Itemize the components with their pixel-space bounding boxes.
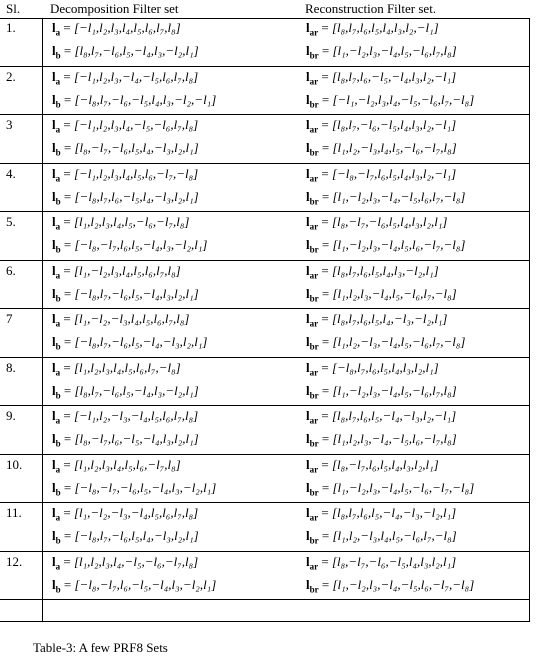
filter-subscript: a bbox=[55, 318, 61, 329]
equals-sign: = bbox=[60, 479, 75, 495]
filter-subscript: ar bbox=[309, 415, 319, 426]
filter-coefficients: [l₁,l₂,l₃,−l₄,−l₅,l₆,−l₇,l₈] bbox=[332, 431, 457, 446]
filter-symbol: l bbox=[52, 479, 56, 495]
recon-a-formula bbox=[306, 554, 456, 572]
equals-sign: = bbox=[318, 68, 332, 84]
table-right-border bbox=[529, 18, 530, 621]
row-number: 5. bbox=[6, 214, 16, 229]
filter-table bbox=[0, 18, 530, 622]
filter-coefficients: [l₁,l₂,l₃,l₄,l₅,l₆,l₇,−l₈] bbox=[73, 359, 181, 375]
equals-sign: = bbox=[318, 431, 333, 446]
decomp-a-formula bbox=[52, 214, 189, 232]
filter-symbol: l bbox=[52, 165, 56, 181]
equals-sign: = bbox=[60, 165, 74, 181]
decomp-a-formula bbox=[52, 505, 198, 523]
filter-symbol: l bbox=[52, 91, 56, 107]
recon-b-formula bbox=[306, 286, 457, 304]
filter-coefficients: [l₈,l₇,l₆,l₅,−l₄,−l₃,l₂,−l₁] bbox=[331, 408, 457, 423]
table-row bbox=[0, 455, 530, 504]
header-decomposition: Decomposition Filter set bbox=[50, 1, 179, 16]
filter-subscript: b bbox=[55, 438, 61, 449]
filter-symbol: l bbox=[306, 479, 310, 495]
equals-sign: = bbox=[60, 359, 74, 375]
filter-symbol: l bbox=[306, 43, 310, 58]
table-row bbox=[0, 552, 530, 601]
filter-subscript: ar bbox=[309, 561, 319, 572]
filter-coefficients: [l₈,−l₇,−l₆,l₅,l₄,−l₃,l₂,l₁] bbox=[74, 140, 199, 155]
filter-symbol: l bbox=[306, 431, 310, 446]
filter-subscript: a bbox=[55, 561, 61, 572]
filter-subscript: a bbox=[55, 367, 61, 378]
filter-subscript: ar bbox=[309, 27, 319, 38]
filter-symbol: l bbox=[306, 408, 310, 423]
filter-subscript: ar bbox=[309, 318, 319, 329]
filter-coefficients: [−l₈,l₇,l₆,l₅,l₄,l₃,l₂,l₁] bbox=[331, 359, 439, 375]
filter-symbol: l bbox=[52, 576, 56, 592]
filter-subscript: a bbox=[55, 124, 61, 135]
filter-coefficients: [−l₁,l₂,l₃,l₄,−l₅,−l₆,l₇,l₈] bbox=[73, 117, 199, 132]
table-row bbox=[0, 309, 530, 358]
row-number: 11. bbox=[6, 505, 22, 520]
table-caption: Table-3: A few PRF8 Sets bbox=[33, 640, 168, 655]
filter-symbol: l bbox=[52, 43, 56, 58]
equals-sign: = bbox=[318, 214, 332, 229]
table-column-divider bbox=[42, 18, 43, 621]
decomp-b-formula bbox=[52, 528, 199, 546]
decomp-b-formula bbox=[52, 189, 199, 207]
equals-sign: = bbox=[318, 528, 333, 543]
filter-subscript: b bbox=[55, 390, 61, 401]
recon-b-formula bbox=[306, 528, 457, 546]
row-number: 4. bbox=[6, 165, 16, 181]
recon-b-formula bbox=[306, 480, 474, 498]
filter-subscript: br bbox=[309, 50, 319, 61]
equals-sign: = bbox=[318, 237, 333, 252]
equals-sign: = bbox=[60, 188, 75, 204]
equals-sign: = bbox=[60, 456, 74, 472]
filter-symbol: l bbox=[52, 553, 56, 569]
decomp-a-formula bbox=[52, 554, 198, 572]
filter-symbol: l bbox=[306, 117, 310, 132]
filter-coefficients: [l₈,l₇,l₆,−l₅,−l₄,l₃,l₂,−l₁] bbox=[331, 68, 457, 84]
decomp-b-formula bbox=[52, 92, 216, 110]
decomp-b-formula bbox=[52, 286, 199, 304]
filter-coefficients: [−l₁,l₂,−l₃,−l₄,l₅,l₆,l₇,l₈] bbox=[73, 408, 199, 423]
equals-sign: = bbox=[60, 117, 74, 132]
decomp-a-formula bbox=[52, 263, 181, 281]
decomp-a-formula bbox=[52, 457, 181, 475]
recon-a-formula bbox=[306, 214, 447, 232]
filter-coefficients: [−l₁,−l₂,l₃,l₄,−l₅,−l₆,l₇,−l₈] bbox=[332, 91, 475, 107]
filter-subscript: b bbox=[55, 341, 61, 352]
filter-symbol: l bbox=[306, 334, 310, 349]
filter-subscript: br bbox=[309, 535, 319, 546]
decomp-b-formula bbox=[52, 140, 199, 158]
filter-subscript: a bbox=[55, 173, 61, 184]
filter-coefficients: [−l₈,−l₇,l₆,l₅,−l₄,l₃,−l₂,l₁] bbox=[74, 237, 208, 252]
filter-subscript: br bbox=[309, 438, 319, 449]
filter-subscript: a bbox=[55, 27, 61, 38]
filter-subscript: ar bbox=[309, 464, 319, 475]
filter-subscript: br bbox=[309, 341, 319, 352]
recon-a-formula bbox=[306, 311, 447, 329]
decomp-b-formula bbox=[52, 383, 199, 401]
filter-subscript: b bbox=[55, 535, 61, 546]
filter-symbol: l bbox=[52, 214, 56, 229]
decomp-b-formula bbox=[52, 577, 216, 595]
equals-sign: = bbox=[60, 382, 75, 398]
row-number: 7 bbox=[6, 311, 13, 326]
equals-sign: = bbox=[60, 576, 75, 592]
filter-subscript: b bbox=[55, 244, 61, 255]
decomp-b-formula bbox=[52, 480, 216, 498]
equals-sign: = bbox=[60, 262, 74, 278]
filter-subscript: a bbox=[55, 464, 61, 475]
filter-symbol: l bbox=[306, 382, 310, 398]
equals-sign: = bbox=[60, 91, 75, 107]
filter-coefficients: [l₁,l₂,−l₃,−l₄,l₅,−l₆,l₇,−l₈] bbox=[332, 334, 466, 349]
filter-symbol: l bbox=[306, 553, 310, 569]
equals-sign: = bbox=[318, 382, 333, 398]
recon-a-formula bbox=[306, 408, 456, 426]
equals-sign: = bbox=[318, 262, 332, 278]
filter-symbol: l bbox=[52, 140, 56, 155]
filter-coefficients: [−l₈,−l₇,l₆,−l₅,−l₄,l₃,−l₂,l₁] bbox=[74, 576, 217, 592]
filter-symbol: l bbox=[306, 214, 310, 229]
filter-subscript: b bbox=[55, 50, 61, 61]
filter-symbol: l bbox=[306, 359, 310, 375]
filter-symbol: l bbox=[52, 237, 56, 252]
filter-subscript: b bbox=[55, 584, 61, 595]
header-sl: Sl. bbox=[6, 1, 21, 16]
row-number: 9. bbox=[6, 408, 16, 423]
filter-symbol: l bbox=[52, 285, 56, 301]
recon-b-formula bbox=[306, 577, 474, 595]
equals-sign: = bbox=[60, 408, 74, 423]
recon-b-formula bbox=[306, 43, 457, 61]
equals-sign: = bbox=[318, 334, 333, 349]
equals-sign: = bbox=[318, 188, 333, 204]
row-number: 12. bbox=[6, 553, 23, 569]
recon-b-formula bbox=[306, 431, 457, 449]
filter-coefficients: [−l₈,−l₇,l₆,l₅,l₄,l₃,l₂,−l₁] bbox=[331, 165, 457, 181]
filter-subscript: br bbox=[309, 584, 319, 595]
filter-symbol: l bbox=[306, 262, 310, 278]
filter-coefficients: [l₈,l₇,−l₆,−l₅,l₄,l₃,l₂,−l₁] bbox=[331, 117, 457, 132]
filter-subscript: b bbox=[55, 487, 61, 498]
filter-subscript: ar bbox=[309, 367, 319, 378]
equals-sign: = bbox=[60, 140, 75, 155]
decomp-a-formula bbox=[52, 166, 198, 184]
filter-subscript: br bbox=[309, 244, 319, 255]
decomp-a-formula bbox=[52, 408, 198, 426]
filter-coefficients: [l₈,l₇,l₆,l₅,l₄,l₃,l₂,−l₁] bbox=[331, 20, 439, 35]
filter-coefficients: [l₁,l₂,l₃,l₄,−l₅,−l₆,−l₇,l₈] bbox=[73, 553, 199, 569]
equals-sign: = bbox=[318, 505, 332, 520]
recon-b-formula bbox=[306, 237, 465, 255]
filter-subscript: b bbox=[55, 196, 61, 207]
filter-coefficients: [l₁,−l₂,l₃,−l₄,l₅,l₆,−l₇,−l₈] bbox=[332, 237, 466, 252]
equals-sign: = bbox=[318, 408, 332, 423]
decomp-a-formula bbox=[52, 360, 181, 378]
filter-coefficients: [l₈,−l₇,l₆,−l₅,−l₄,l₃,l₂,l₁] bbox=[74, 431, 199, 446]
table-row bbox=[0, 67, 530, 116]
table-row bbox=[0, 115, 530, 164]
filter-coefficients: [l₁,l₂,−l₃,l₄,l₅,−l₆,l₇,−l₈] bbox=[332, 528, 457, 543]
filter-coefficients: [l₈,l₇,−l₆,l₅,−l₄,l₃,−l₂,l₁] bbox=[74, 382, 199, 398]
filter-subscript: br bbox=[309, 99, 319, 110]
filter-symbol: l bbox=[52, 505, 56, 520]
recon-a-formula bbox=[306, 505, 456, 523]
recon-a-formula bbox=[306, 360, 439, 378]
filter-subscript: a bbox=[55, 76, 61, 87]
filter-symbol: l bbox=[306, 20, 310, 35]
filter-subscript: b bbox=[55, 293, 61, 304]
decomp-b-formula bbox=[52, 237, 208, 255]
filter-symbol: l bbox=[52, 528, 56, 543]
table-row bbox=[0, 503, 530, 552]
filter-subscript: br bbox=[309, 196, 319, 207]
filter-symbol: l bbox=[52, 456, 56, 472]
equals-sign: = bbox=[318, 117, 332, 132]
filter-symbol: l bbox=[306, 91, 310, 107]
filter-subscript: a bbox=[55, 221, 61, 232]
equals-sign: = bbox=[60, 20, 74, 35]
filter-coefficients: [l₁,−l₂,−l₃,l₄,l₅,l₆,l₇,l₈] bbox=[73, 311, 190, 326]
filter-subscript: a bbox=[55, 270, 61, 281]
filter-coefficients: [l₁,−l₂,l₃,−l₄,l₅,−l₆,l₇,l₈] bbox=[332, 43, 457, 58]
filter-coefficients: [l₁,l₂,l₃,l₄,l₅,l₆,−l₇,l₈] bbox=[73, 456, 181, 472]
recon-a-formula bbox=[306, 20, 439, 38]
filter-subscript: ar bbox=[309, 124, 319, 135]
decomp-a-formula bbox=[52, 20, 181, 38]
filter-coefficients: [l₈,l₇,−l₆,l₅,−l₄,l₃,−l₂,l₁] bbox=[74, 43, 199, 58]
equals-sign: = bbox=[318, 165, 332, 181]
equals-sign: = bbox=[318, 311, 332, 326]
equals-sign: = bbox=[318, 91, 333, 107]
equals-sign: = bbox=[60, 214, 74, 229]
decomp-a-formula bbox=[52, 117, 198, 135]
equals-sign: = bbox=[60, 43, 75, 58]
row-number: 2. bbox=[6, 68, 16, 84]
equals-sign: = bbox=[60, 311, 74, 326]
decomp-a-formula bbox=[52, 311, 189, 329]
recon-b-formula bbox=[306, 140, 457, 158]
filter-coefficients: [l₁,−l₂,l₃,−l₄,−l₅,l₆,−l₇,−l₈] bbox=[332, 576, 475, 592]
filter-coefficients: [l₈,l₇,l₆,l₅,−l₄,−l₃,−l₂,l₁] bbox=[331, 505, 457, 520]
equals-sign: = bbox=[60, 431, 75, 446]
decomp-a-formula bbox=[52, 69, 198, 87]
recon-b-formula bbox=[306, 334, 465, 352]
table-row bbox=[0, 406, 530, 455]
filter-symbol: l bbox=[52, 408, 56, 423]
filter-subscript: b bbox=[55, 99, 61, 110]
row-number: 3 bbox=[6, 117, 13, 132]
filter-coefficients: [l₁,l₂,−l₃,l₄,l₅,−l₆,−l₇,l₈] bbox=[332, 140, 457, 155]
row-separator bbox=[0, 599, 530, 600]
equals-sign: = bbox=[60, 334, 75, 349]
filter-symbol: l bbox=[306, 68, 310, 84]
equals-sign: = bbox=[60, 505, 74, 520]
filter-symbol: l bbox=[306, 285, 310, 301]
filter-coefficients: [l₁,−l₂,l₃,−l₄,−l₅,l₆,l₇,−l₈] bbox=[332, 188, 466, 204]
filter-symbol: l bbox=[306, 165, 310, 181]
header-reconstruction: Reconstruction Filter set. bbox=[305, 1, 437, 16]
filter-coefficients: [l₈,l₇,l₆,l₅,l₄,l₃,−l₂,l₁] bbox=[331, 262, 439, 278]
filter-coefficients: [−l₈,l₇,l₆,−l₅,l₄,−l₃,l₂,l₁] bbox=[74, 188, 199, 204]
filter-coefficients: [l₁,−l₂,l₃,−l₄,l₅,−l₆,−l₇,−l₈] bbox=[332, 479, 475, 495]
filter-coefficients: [l₁,l₂,l₃,l₄,l₅,−l₆,−l₇,l₈] bbox=[73, 214, 190, 229]
filter-symbol: l bbox=[52, 117, 56, 132]
filter-coefficients: [l₈,−l₇,l₆,l₅,l₄,l₃,l₂,l₁] bbox=[331, 456, 439, 472]
filter-symbol: l bbox=[52, 359, 56, 375]
filter-subscript: ar bbox=[309, 221, 319, 232]
filter-subscript: br bbox=[309, 293, 319, 304]
filter-coefficients: [−l₈,−l₇,−l₆,l₅,−l₄,l₃,−l₂,l₁] bbox=[74, 479, 217, 495]
filter-symbol: l bbox=[52, 431, 56, 446]
filter-symbol: l bbox=[306, 576, 310, 592]
table-row bbox=[0, 261, 530, 310]
table-row bbox=[0, 212, 530, 261]
filter-coefficients: [−l₈,l₇,−l₆,l₅,l₄,−l₃,l₂,l₁] bbox=[74, 528, 199, 543]
filter-symbol: l bbox=[52, 262, 56, 278]
filter-symbol: l bbox=[52, 68, 56, 84]
filter-symbol: l bbox=[52, 188, 56, 204]
filter-symbol: l bbox=[306, 237, 310, 252]
equals-sign: = bbox=[318, 140, 333, 155]
recon-b-formula bbox=[306, 189, 465, 207]
filter-subscript: ar bbox=[309, 512, 319, 523]
filter-symbol: l bbox=[306, 505, 310, 520]
filter-coefficients: [−l₈,l₇,−l₆,l₅,−l₄,−l₃,l₂,l₁] bbox=[74, 334, 208, 349]
equals-sign: = bbox=[318, 479, 333, 495]
table-row bbox=[0, 358, 530, 407]
filter-symbol: l bbox=[306, 140, 310, 155]
decomp-b-formula bbox=[52, 431, 199, 449]
recon-a-formula bbox=[306, 117, 456, 135]
filter-coefficients: [l₈,−l₇,−l₆,−l₅,l₄,l₃,l₂,l₁] bbox=[331, 553, 457, 569]
equals-sign: = bbox=[60, 285, 75, 301]
filter-subscript: a bbox=[55, 415, 61, 426]
equals-sign: = bbox=[318, 576, 333, 592]
recon-a-formula bbox=[306, 457, 439, 475]
filter-coefficients: [l₈,−l₇,−l₆,l₅,l₄,l₃,l₂,l₁] bbox=[331, 214, 448, 229]
filter-subscript: br bbox=[309, 147, 319, 158]
equals-sign: = bbox=[318, 285, 333, 301]
decomp-b-formula bbox=[52, 43, 199, 61]
filter-coefficients: [−l₁,l₂,l₃,−l₄,−l₅,l₆,l₇,l₈] bbox=[73, 68, 199, 84]
recon-a-formula bbox=[306, 69, 456, 87]
filter-coefficients: [−l₁,l₂,l₃,l₄,l₅,l₆,l₇,l₈] bbox=[73, 20, 181, 35]
filter-subscript: a bbox=[55, 512, 61, 523]
filter-subscript: ar bbox=[309, 76, 319, 87]
filter-coefficients: [l₁,−l₂,l₃,l₄,l₅,l₆,l₇,l₈] bbox=[73, 262, 181, 278]
recon-b-formula bbox=[306, 92, 474, 110]
filter-coefficients: [−l₈,l₇,−l₆,−l₅,l₄,l₃,−l₂,−l₁] bbox=[74, 91, 217, 107]
equals-sign: = bbox=[318, 43, 333, 58]
filter-coefficients: [l₁,−l₂,l₃,−l₄,l₅,−l₆,l₇,l₈] bbox=[332, 382, 457, 398]
equals-sign: = bbox=[60, 237, 75, 252]
equals-sign: = bbox=[60, 528, 75, 543]
filter-subscript: br bbox=[309, 390, 319, 401]
filter-symbol: l bbox=[52, 382, 56, 398]
row-number: 10. bbox=[6, 456, 23, 472]
equals-sign: = bbox=[318, 20, 332, 35]
recon-a-formula bbox=[306, 166, 456, 184]
filter-coefficients: [−l₈,l₇,−l₆,l₅,−l₄,l₃,l₂,l₁] bbox=[74, 285, 199, 301]
filter-symbol: l bbox=[52, 334, 56, 349]
filter-coefficients: [l₁,−l₂,−l₃,−l₄,l₅,l₆,l₇,l₈] bbox=[73, 505, 199, 520]
equals-sign: = bbox=[318, 456, 332, 472]
row-number: 8. bbox=[6, 359, 16, 375]
filter-coefficients: [−l₁,l₂,l₃,l₄,l₅,l₆,−l₇,−l₈] bbox=[73, 165, 199, 181]
equals-sign: = bbox=[318, 553, 332, 569]
filter-subscript: ar bbox=[309, 270, 319, 281]
filter-symbol: l bbox=[306, 456, 310, 472]
filter-coefficients: [l₈,l₇,l₆,l₅,l₄,−l₃,−l₂,l₁] bbox=[331, 311, 448, 326]
filter-subscript: b bbox=[55, 147, 61, 158]
table-row bbox=[0, 18, 530, 67]
filter-symbol: l bbox=[52, 311, 56, 326]
equals-sign: = bbox=[318, 359, 332, 375]
equals-sign: = bbox=[60, 68, 74, 84]
filter-coefficients: [l₁,l₂,l₃,−l₄,l₅,−l₆,l₇,−l₈] bbox=[332, 285, 457, 301]
filter-subscript: br bbox=[309, 487, 319, 498]
recon-a-formula bbox=[306, 263, 439, 281]
filter-symbol: l bbox=[306, 528, 310, 543]
row-number: 6. bbox=[6, 262, 16, 278]
filter-symbol: l bbox=[306, 188, 310, 204]
decomp-b-formula bbox=[52, 334, 208, 352]
row-number: 1. bbox=[6, 20, 16, 35]
filter-symbol: l bbox=[52, 20, 56, 35]
filter-symbol: l bbox=[306, 311, 310, 326]
equals-sign: = bbox=[60, 553, 74, 569]
filter-subscript: ar bbox=[309, 173, 319, 184]
recon-b-formula bbox=[306, 383, 457, 401]
table-row bbox=[0, 164, 530, 213]
